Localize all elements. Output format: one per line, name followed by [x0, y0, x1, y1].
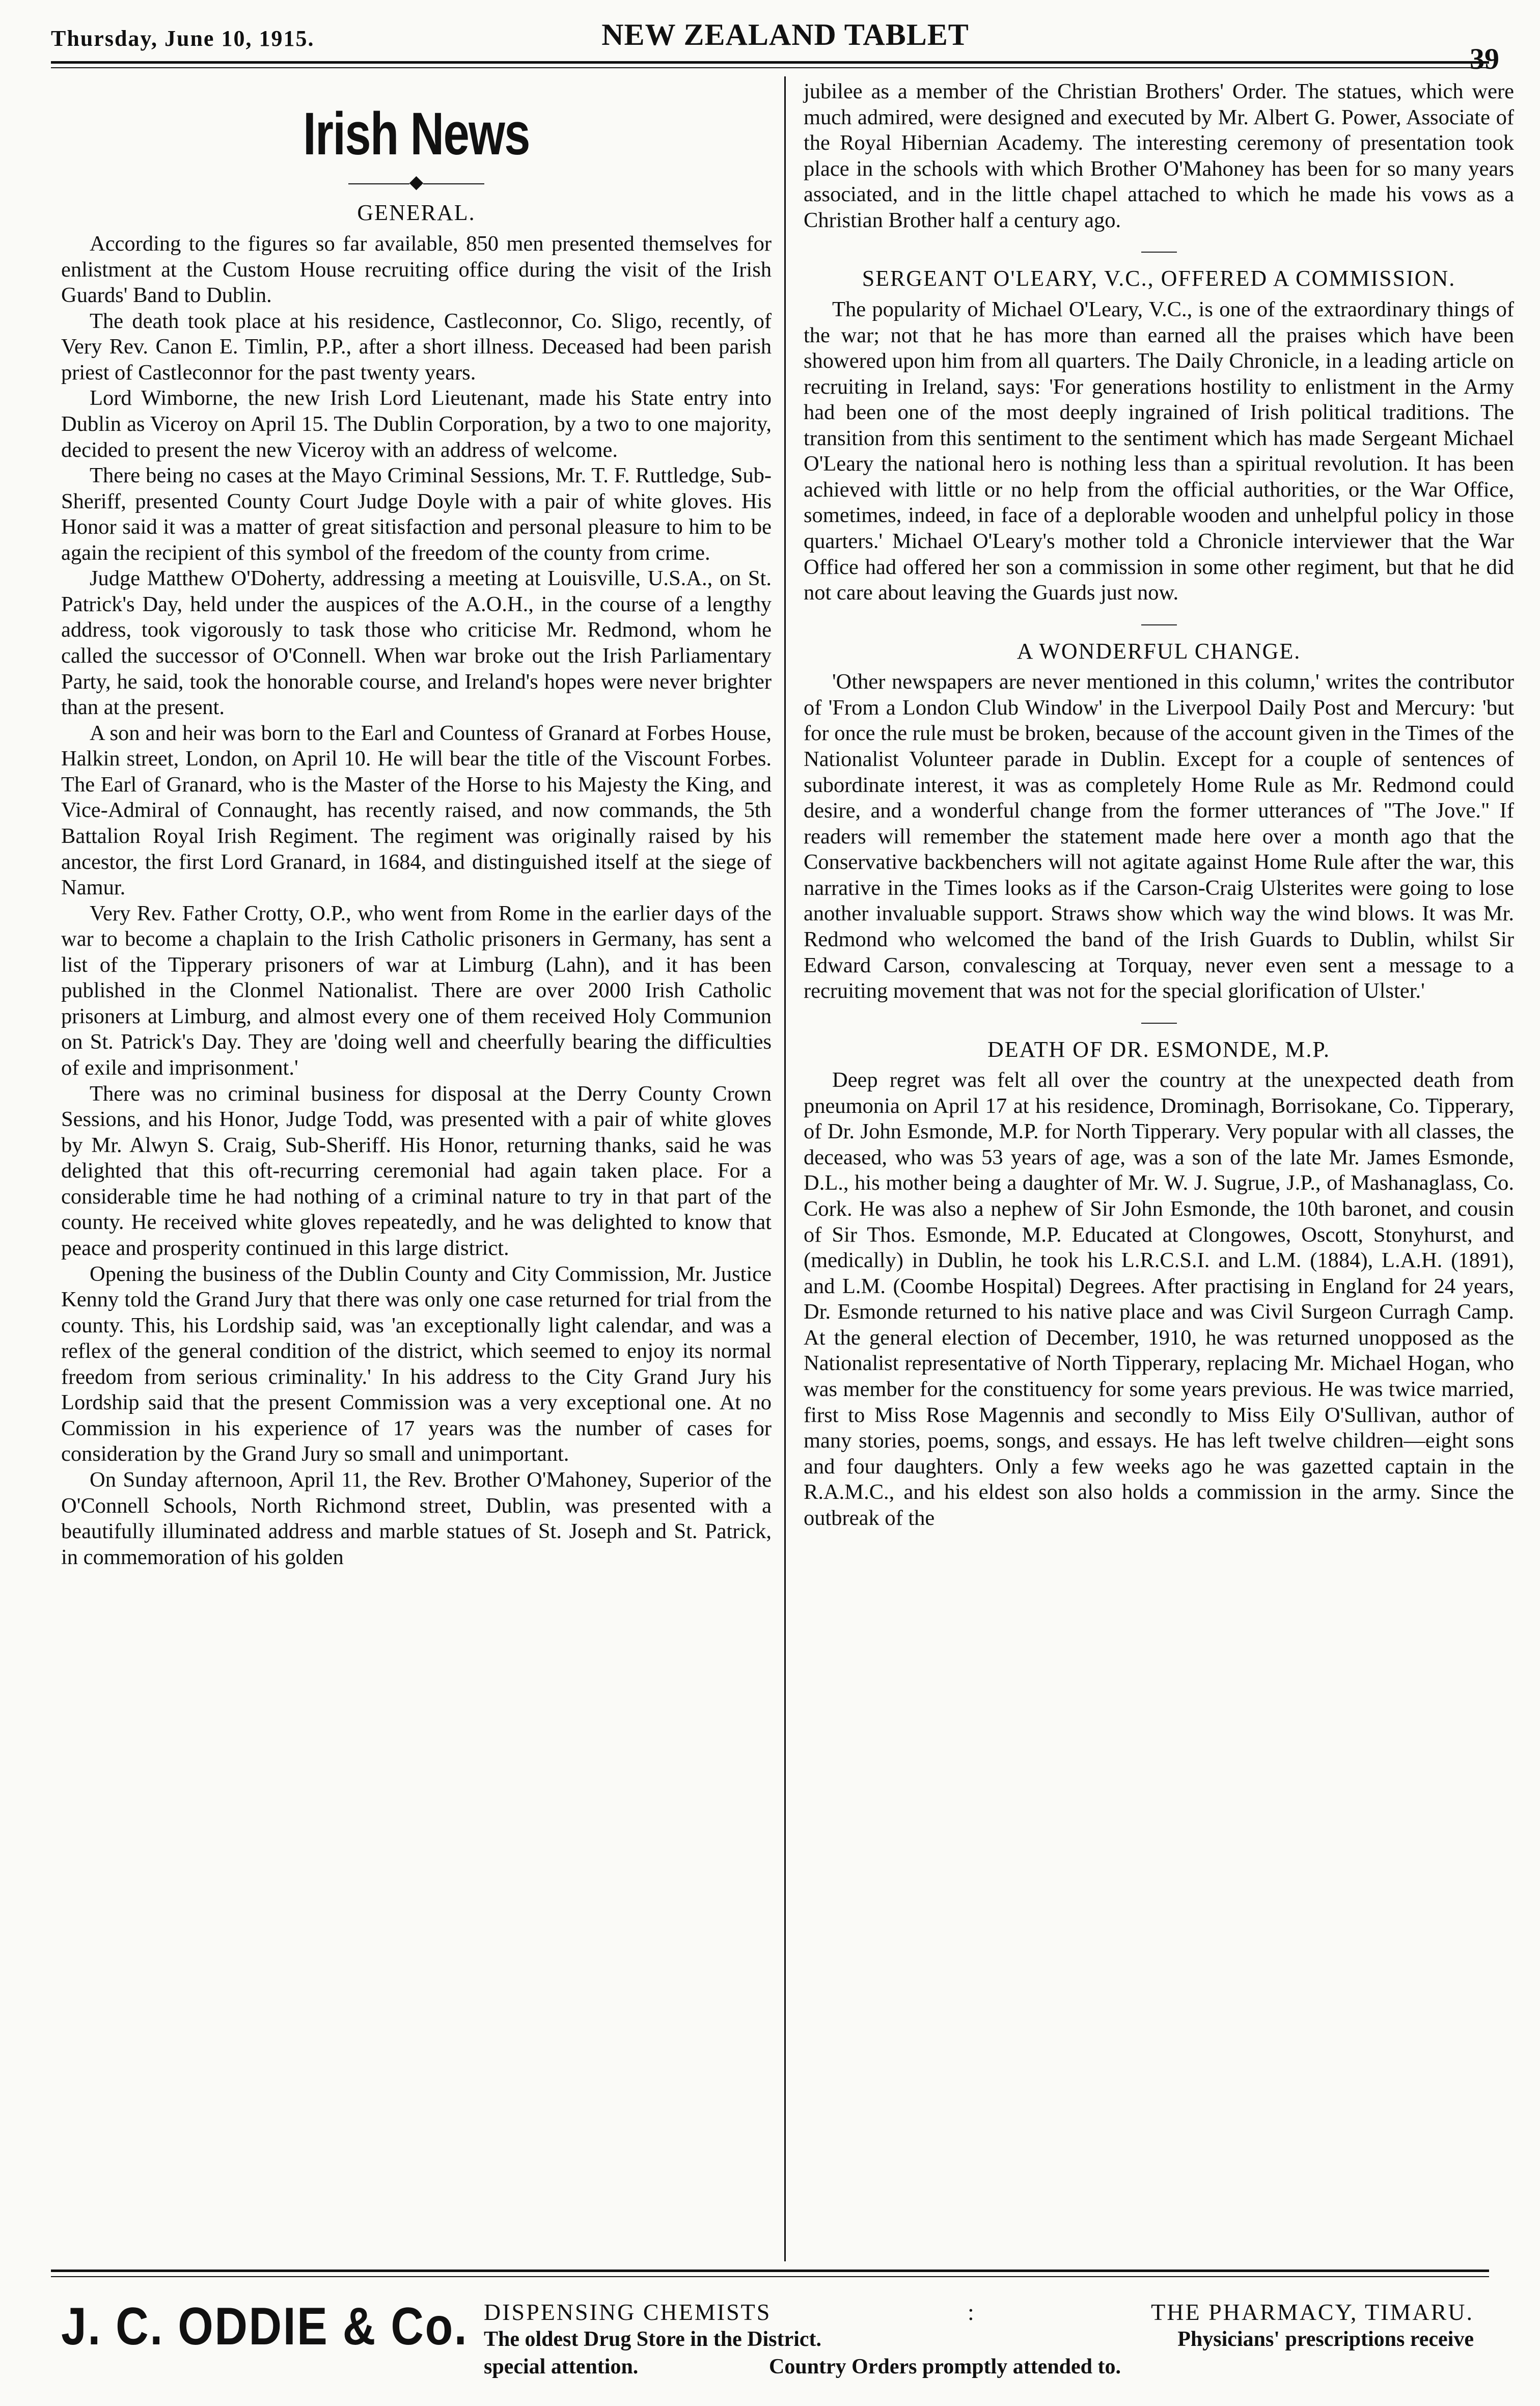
paragraph: On Sunday afternoon, April 11, the Rev. Brother O'Mahoney, Superior of the O'Connell Schools, North Richmond street, Dublin, was presented with a beautifully illuminated address and marble statues of St. Joseph and St. Patrick, in commemoration of his golden — [61, 1468, 772, 1569]
header-rule — [51, 61, 1489, 64]
section-heading-change: A WONDERFUL CHANGE. — [1016, 638, 1301, 664]
ad-firm-name: J. C. ODDIE & Co. — [61, 2297, 469, 2356]
paragraph: There being no cases at the Mayo Criminal Sessions, Mr. T. F. Ruttledge, Sub-Sheriff, presented County Court Judge Doyle with a pair of white gloves. His Honor said it was a matter of great sitisfaction and personal pleasure to him to be again the recipient of this symbol of the freedom of the county from crime. — [61, 463, 772, 565]
paragraph: According to the figures so far available, 850 men presented themselves for enlistment at the Custom House recruiting office during the visit of the Irish Guards' Band to Dublin. — [61, 232, 772, 308]
ad-line-3 — [484, 2355, 1474, 2379]
paragraph: Very Rev. Father Crotty, O.P., who went from Rome in the earlier days of the war to become a chaplain to the Irish Catholic prisoners in Germany, has sent a list of the Tipperary prisoners of war at Limburg (Lahn), and it has been published in the Clonmel Nationalist. There are over 2000 Irish Catholic prisoners at Limburg, and almost every one of them received Holy Communion on St. Patrick's Day. They are 'doing well and cheerfully bearing the difficulties of exile and imprisonment.' — [61, 901, 772, 1080]
left-column — [61, 79, 772, 1570]
paragraph: The popularity of Michael O'Leary, V.C., is one of the extraordinary things of the war; not that he has more than earned all the praises which have been showered upon him from all quarters. The Daily Chronicle, in a leading article on recruiting in Ireland, says: 'For generations hostility to enlistment in the Army had been one of the most deeply ingrained of Irish political traditions. The transition from this sentiment to the sentiment which has made Sergeant Michael O'Leary the national hero is nothing less than a spiritual revolution. It has been achieved with little or no help from the official authorities, or the War Office, sometimes, indeed, in face of a deplorable wooden and unhelpful policy in those quarters.' Michael O'Leary's mother told a Chronicle interviewer that the War Office had offered her son a commission in some other regiment, but that he did not care about leaving the Guards just now. — [804, 297, 1514, 605]
right-column — [804, 79, 1514, 1531]
paragraph: Judge Matthew O'Doherty, addressing a meeting at Louisville, U.S.A., on St. Patrick's Day, held under the auspices of the A.O.H., in the course of a lengthy address, took vigorously to task those who criticise Mr. Redmond, whom he called the successor of O'Connell. When war broke out the Irish Parliamentary Party, he said, took the honorable course, and Ireland's hopes were never brighter than at the present. — [61, 566, 772, 720]
section-heading-general: GENERAL. — [357, 200, 476, 226]
issue-date: Thursday, June 10, 1915. — [51, 26, 315, 51]
ad-special-attention: special attention. — [484, 2355, 639, 2378]
paragraph: The death took place at his residence, Castleconnor, Co. Sligo, recently, of Very Rev. Canon E. Timlin, P.P., after a short illness. Deceased had been parish priest of Castleconnor for the past twenty years. — [61, 309, 772, 385]
advertisement-oddie — [51, 2270, 1489, 2399]
section-separator — [1141, 1023, 1177, 1024]
paragraph: 'Other newspapers are never mentioned in this column,' writes the contributor of 'From a London Club Window' in the Liverpool Daily Post and Mercury: 'but for once the rule must be broken, because of the account given in the Times of the Nationalist Volunteer parade in Dublin. Except for a couple of sentences of subordinate interest, it was as completely Home Rule as Mr. Redmond could desire, and a wonderful change from the former utterances of "The Jove." If readers will remember the statement made here over a month ago that the Conservative backbenchers will not agitate against Home Rule after the war, this narrative in the Times looks as if the Carson-Craig Ulsterites were going to lose another invaluable support. Straws show which way the wind blows. It was Mr. Redmond who welcomed the band of the Irish Guards to Dublin, whilst Sir Edward Carson, convalescing at Torquay, never even sent a message to a recruiting movement that was not for the special glorification of Ulster.' — [804, 670, 1514, 1003]
ad-oldest-store: The oldest Drug Store in the District. — [484, 2328, 821, 2351]
section-separator — [1141, 252, 1177, 253]
ad-line-2 — [484, 2327, 1474, 2352]
ad-pharmacy: THE PHARMACY, TIMARU. — [1151, 2299, 1474, 2325]
paragraph-continued: jubilee as a member of the Christian Brothers' Order. The statues, which were much admired, were designed and executed by Mr. Albert G. Power, Associate of the Royal Hibernian Academy. The interesting ceremony of presentation took place in the schools with which Brother O'Mahoney has been for so many years associated, and in the little chapel attached to which he made his vows as a Christian Brother half a century ago. — [804, 79, 1514, 232]
paragraph: A son and heir was born to the Earl and Countess of Granard at Forbes House, Halkin street, London, on April 10. He will bear the title of the Viscount Forbes. The Earl of Granard, who is the Master of the Horse to his Majesty the King, and Vice-Admiral of Connaught, has recently raised, and now commands, the 5th Battalion Royal Irish Regiment. The regiment was originally raised by his ancestor, the first Lord Granard, in 1684, and distinguished itself at the siege of Namur. — [61, 721, 772, 900]
paragraph: There was no criminal business for disposal at the Derry County Crown Sessions, and his Honor, Judge Todd, was presented with a pair of white gloves by Mr. Alwyn S. Craig, Sub-Sheriff. His Honor, returning thanks, said he was delighted that this oft-recurring ceremonial had again taken place. For a considerable time he had nothing of a criminal nature to try in that part of the county. He received white gloves repeatedly, and he was delighted to know that peace and prosperity continued in this large district. — [61, 1081, 772, 1260]
article-headline: Irish News — [303, 100, 530, 168]
ad-dispensing: DISPENSING CHEMISTS — [484, 2299, 772, 2325]
paragraph: Deep regret was felt all over the country at the unexpected death from pneumonia on April 17 at his residence, Drominagh, Borrisokane, Co. Tipperary, of Dr. John Esmonde, M.P. for North Tipperary. Very popular with all classes, the deceased, who was 53 years of age, was a son of the late Mr. James Esmonde, D.L., his mother being a daughter of Mr. W. J. Sugrue, J.P., of Mashanaglass, Co. Cork. He was also a nephew of Sir John Esmonde, the 10th baronet, and cousin of Sir Thos. Esmonde, M.P. Educated at Clongowes, Oscott, Stonyhurst, and (medically) in Dublin, he took his L.R.C.S.I. and L.M. (1884), L.A.H. (1891), and L.M. (Coombe Hospital) Degrees. After practising in England for 24 years, Dr. Esmonde returned to his native place and was Civil Surgeon Curragh Camp. At the general election of December, 1910, he was returned unopposed as the Nationalist representative of North Tipperary, replacing Mr. Michael Hogan, who was member for the constituency for some years previous. He was twice married, first to Miss Rose Magennis and secondly to Miss Eily O'Sullivan, author of many stories, poems, songs, and essays. He has left twelve children—eight sons and four daughters. Only a few weeks ago he was gazetted captain in the R.A.M.C., and his eldest son also holds a commission in the army. Since the outbreak of the — [804, 1068, 1514, 1530]
ad-rule — [51, 2276, 1489, 2277]
ad-separator: : — [968, 2299, 976, 2325]
ad-prescriptions: Physicians' prescriptions receive — [1177, 2328, 1474, 2351]
ad-country-orders: Country Orders promptly attended to. — [769, 2355, 1121, 2378]
diamond-icon: ◆ — [409, 172, 424, 193]
paragraph: Lord Wimborne, the new Irish Lord Lieutenant, made his State entry into Dublin as Viceroy on April 15. The Dublin Corporation, by a two to one majority, decided to present the new Viceroy with an address of welcome. — [61, 386, 772, 462]
section-heading-oleary: SERGEANT O'LEARY, V.C., OFFERED A COMMISSION. — [862, 266, 1456, 291]
column-divider — [784, 76, 786, 2261]
headline-ornament — [61, 173, 772, 191]
section-separator — [1141, 624, 1177, 625]
paragraph: Opening the business of the Dublin County and City Commission, Mr. Justice Kenny told the Grand Jury that there was only one case returned for trial from the county. This, his Lordship said, was 'an exceptionally light calendar, and was a reflex of the general condition of the district, which seemed to enjoy its normal freedom from serious criminality.' In his address to the City Grand Jury his Lordship said that the present Commission was a very exceptional one. At no Commission in his experience of 17 years was the number of cases for consideration by the Grand Jury so small and unimportant. — [61, 1262, 772, 1466]
page-number: 39 — [1470, 42, 1499, 75]
masthead-title: NEW ZEALAND TABLET — [601, 18, 969, 51]
header-rule-thin — [51, 67, 1489, 68]
section-heading-esmonde: DEATH OF DR. ESMONDE, M.P. — [987, 1036, 1330, 1062]
